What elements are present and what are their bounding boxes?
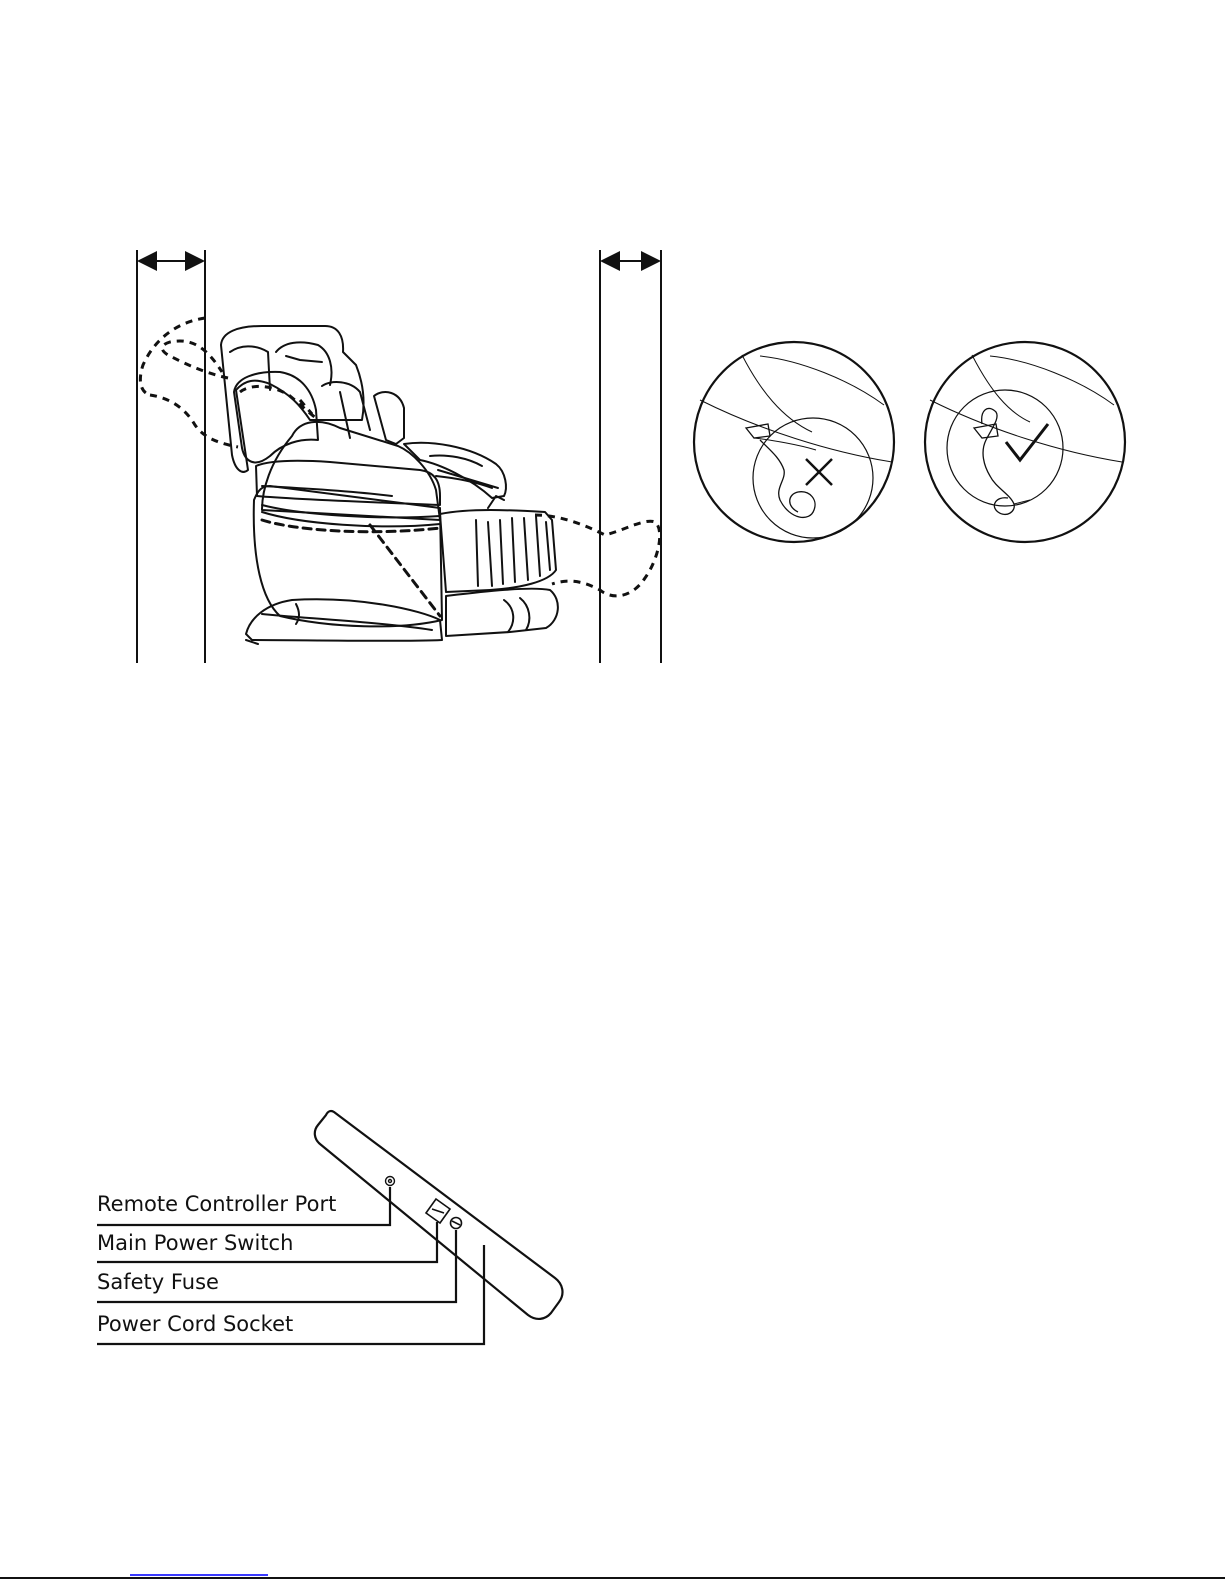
remote-controller-port-label: Remote Controller Port bbox=[97, 1192, 337, 1216]
footer-rule bbox=[0, 1577, 1225, 1579]
fuse-icon bbox=[451, 1218, 462, 1229]
side-panel-outline bbox=[315, 1111, 563, 1319]
power-switch-icon bbox=[426, 1199, 450, 1223]
main-power-switch-label: Main Power Switch bbox=[97, 1231, 294, 1255]
safety-fuse-label: Safety Fuse bbox=[97, 1270, 219, 1294]
remote-port-icon bbox=[386, 1177, 395, 1186]
power-cord-socket-label: Power Cord Socket bbox=[97, 1312, 294, 1336]
footer-link-underline[interactable] bbox=[130, 1574, 268, 1576]
